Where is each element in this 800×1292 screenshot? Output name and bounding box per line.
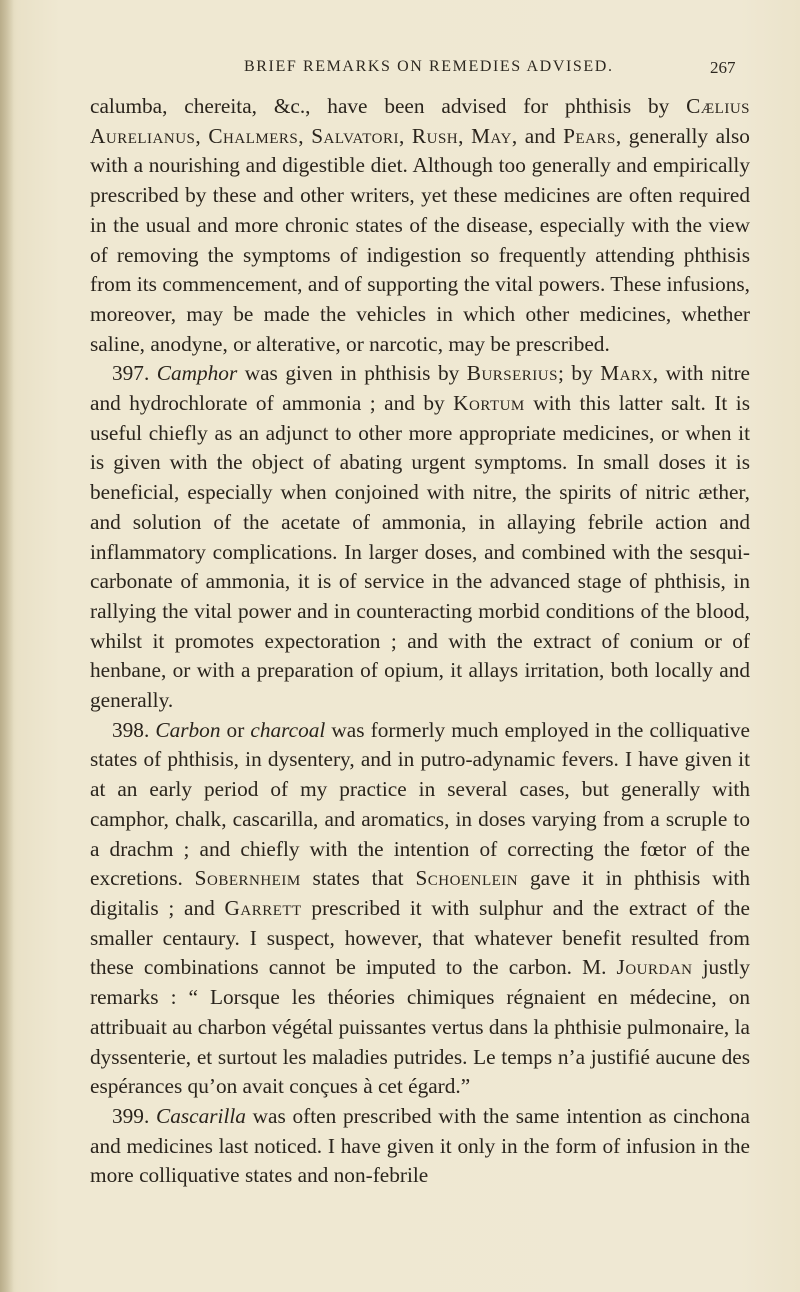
paragraph-399 bbox=[90, 1102, 750, 1191]
text-run: was formerly much employed in the colliquative states of phthisis, in dysentery, and in putro-adynamic fevers. I have given it at an early period of my practice in several cases, but generally with camphor, chalk, cascarilla, and aromatics, in doses varying from a scruple to a drachm ; and chiefly with the intention of correcting the fœtor of the excretions. bbox=[90, 717, 751, 891]
section-number: 398. bbox=[112, 717, 156, 742]
text-run: , bbox=[398, 123, 412, 148]
author-name: Pears bbox=[563, 123, 616, 148]
text-run: states that bbox=[300, 866, 416, 891]
text-run: calumba, chereita, &c., have been advised for phthisis by bbox=[90, 94, 687, 118]
paragraph-398 bbox=[90, 716, 750, 1102]
paragraph-397 bbox=[90, 359, 750, 715]
text-run: , generally also with a nourishing and digestible diet. Although too generally and empirically prescribed by these and other writers, yet these medicines are often required in the usual and more chronic states of the disease, especially with the view of removing the symptoms of indigestion so frequently attending phthisis from its commencement, and of supporting the vital powers. These infusions, moreover, may be made the vehicles in which other medicines, whether saline, anodyne, or alterative, or narcotic, may be prescribed. bbox=[90, 123, 750, 356]
text-run: , bbox=[298, 123, 312, 148]
author-name: May bbox=[471, 123, 512, 148]
text-run: , bbox=[195, 123, 209, 148]
text-run: , with nitre and hydrochlorate of ammonia ; and by bbox=[90, 361, 750, 416]
text-run: was often prescribed with the same intention as cinchona and medicines last noticed. I have given it only in the form of infusion in the more colliquative states and non-febrile bbox=[90, 1103, 751, 1188]
page-header bbox=[0, 58, 800, 82]
remedy-term: Carbon bbox=[155, 717, 221, 742]
remedy-term: Cascarilla bbox=[156, 1103, 246, 1128]
author-name: Garrett bbox=[224, 895, 302, 920]
author-name: Sobernheim bbox=[194, 866, 301, 891]
paragraph-continuation bbox=[90, 92, 750, 359]
author-name: Marx bbox=[600, 361, 653, 386]
text-run: , and bbox=[511, 123, 564, 148]
section-number: 399. bbox=[112, 1103, 156, 1128]
body-text bbox=[90, 92, 750, 1191]
author-name: Cælius Aurelianus bbox=[90, 94, 750, 148]
author-name: Rush bbox=[411, 123, 459, 148]
text-run: justly remarks : “ Lorsque les théories chimiques régnaient en médecine, on attribuait au charbon végétal puissantes vertus dans la phthisie pulmonaire, la dyssenterie, et surtout les maladies putrides. Le temps n’a justifié aucune des espérances qu’on avait conçues à cet égard.” bbox=[90, 955, 750, 1099]
text-run: with this latter salt. It is useful chiefly as an adjunct to other more appropriate medicines, or when it is given with the object of abating urgent symptoms. In small doses it is beneficial, especially when conjoined with nitre, the spirits of nitric æther, and solution of the acetate of ammonia, in allaying febrile action and inflammatory complications. In larger doses, and combined with the sesqui-carbonate of ammonia, it is of service in the advanced stage of phthisis, in rallying the vital power and in counteracting morbid conditions of the blood, whilst it promotes expectoration ; and with the extract of conium or of henbane, or with a preparation of opium, it allays irritation, both locally and generally. bbox=[90, 391, 750, 713]
text-run: , bbox=[458, 123, 472, 148]
author-name: Chalmers bbox=[208, 123, 299, 148]
author-name: Schoenlein bbox=[415, 866, 519, 891]
remedy-term: charcoal bbox=[250, 717, 326, 742]
text-run: or bbox=[220, 717, 251, 742]
remedy-term: Camphor bbox=[156, 361, 238, 386]
section-number: 397. bbox=[112, 361, 157, 386]
author-name: Salvatori bbox=[311, 123, 399, 148]
page-gutter-shadow bbox=[0, 0, 14, 1292]
author-name: Jourdan bbox=[616, 955, 693, 980]
text-run: was given in phthisis by bbox=[237, 361, 467, 386]
text-run: ; by bbox=[557, 361, 601, 386]
text-run: gave it in phthisis with digitalis ; and bbox=[90, 866, 750, 920]
running-head: BRIEF REMARKS ON REMEDIES ADVISED. bbox=[244, 58, 614, 75]
author-name: Kortum bbox=[453, 391, 525, 416]
page-number: 267 bbox=[710, 58, 736, 77]
author-name: Burserius bbox=[466, 361, 558, 386]
text-run: prescribed it with sulphur and the extract of the smaller centaury. I suspect, however, that whatever benefit resulted from these combinations cannot be imputed to the carbon. M. bbox=[90, 895, 751, 980]
